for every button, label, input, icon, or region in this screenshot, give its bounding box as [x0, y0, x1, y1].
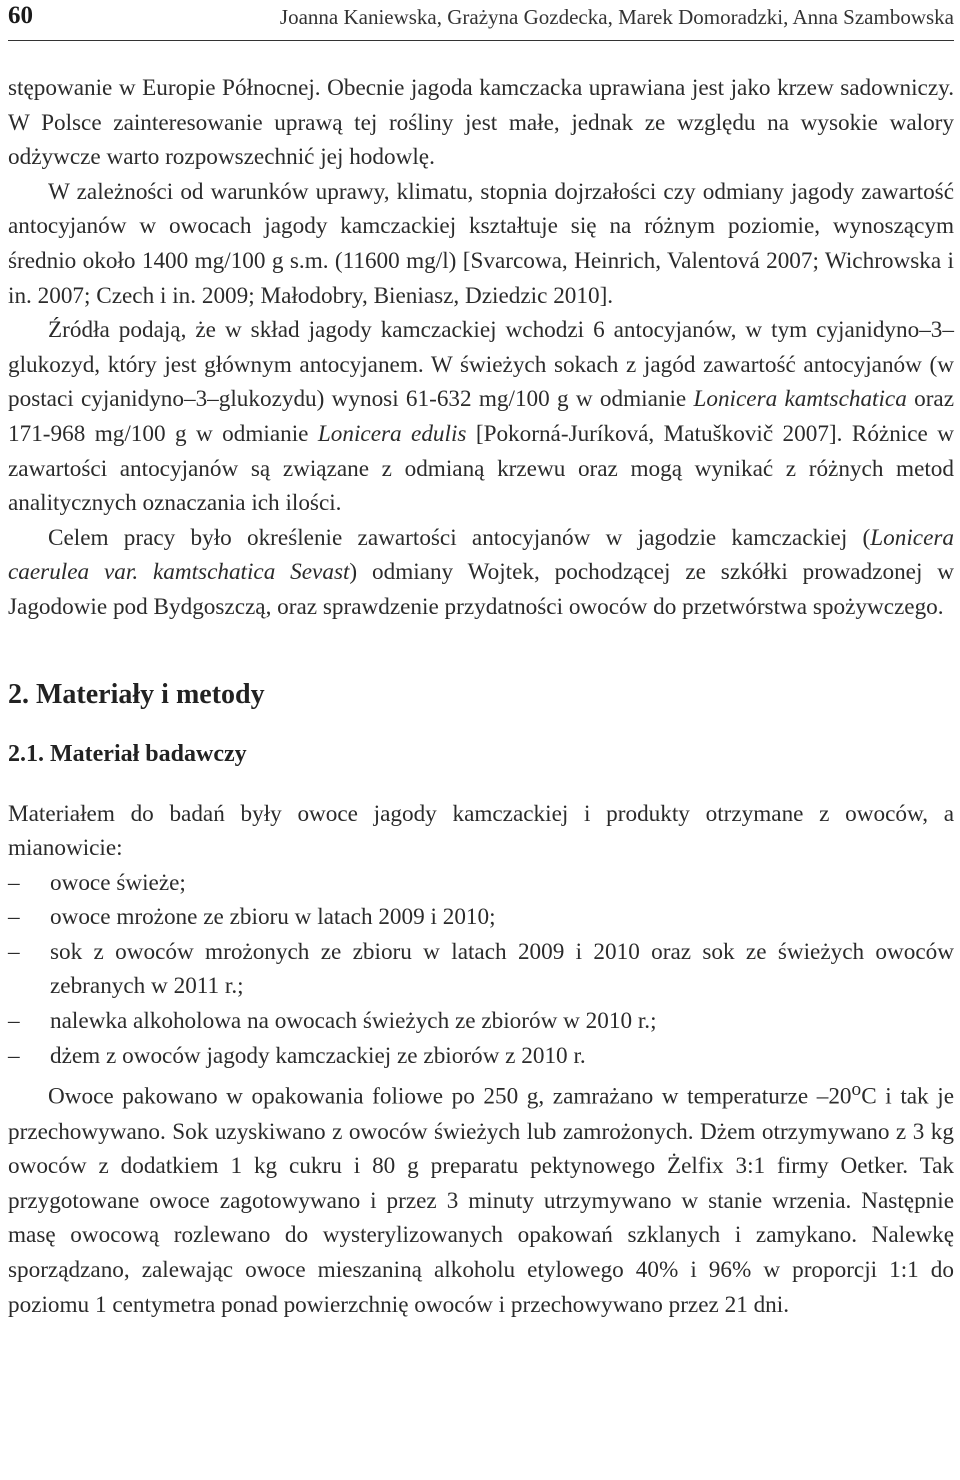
list-item: – owoce mrożone ze zbioru w latach 2009 i 2010; [8, 900, 954, 935]
text-run: C i tak je przechowywano. Sok uzyskiwano z owoców świeżych lub zamrożonych. Dżem otrzymywano z 3 kg owoców z dodatkiem 1 kg cukru i 80 g preparatu pektynowego Żelfix 3:1 firmy Oetker. Tak przygotowane owoce zagotowywano i przez 3 minuty utrzymywano w stanie wrzenia. Następnie masę owocową rozlewano do wysterylizowanych opakowań szklanych i zamykano. Nalewkę sporządzano, zalewając owoce mieszaniną alkoholu etylowego 40% i 96% w proporcji 1:1 do poziomu 1 centymetra ponad powierzchnię owoców i przechowywano przez 21 dni. [8, 1083, 954, 1318]
running-head-authors: Joanna Kaniewska, Grażyna Gozdecka, Marek Domoradzki, Anna Szambowska [279, 5, 954, 29]
text-run: Owoce pakowano w opakowania foliowe po 250 g, zamrażano w temperaturze –20 [48, 1083, 852, 1110]
paragraph-continued: stępowanie w Europie Północnej. Obecnie jagoda kamczacka uprawiana jest jako krzew sadowniczy. W Polsce zainteresowanie uprawą tej rośliny jest małe, jednak ze względu na wysokie walory odżywcze warto rozpowszechnić jej hodowlę. [8, 75, 954, 171]
paragraph-methods [8, 1073, 954, 1322]
species-name: Lonicera caerulea var. kamtschatica Sevast [8, 524, 954, 586]
page-body [8, 71, 954, 1322]
text-run: Celem pracy było określenie zawartości antocyjanów w jagodzie kamczackiej ( [48, 524, 871, 551]
materials-list [8, 866, 954, 1074]
spacer [8, 625, 954, 675]
degree-superscript: o [851, 1079, 862, 1101]
spacer [8, 715, 954, 737]
subsection-heading: 2.1. Materiał badawczy [8, 740, 247, 767]
spacer [8, 771, 954, 797]
list-item: – sok z owoców mrożonych ze zbioru w latach 2009 i 2010 oraz sok ze świeżych owoców zebranych w 2011 r.; [8, 935, 954, 1004]
species-name: Lonicera edulis [317, 420, 467, 447]
paragraph-aim [8, 521, 954, 625]
species-name: Lonicera kamtschatica [693, 386, 907, 413]
list-item: – nalewka alkoholowa na owocach świeżych ze zbiorów w 2010 r.; [8, 1004, 954, 1039]
paragraph-anthocyanin-content: W zależności od warunków uprawy, klimatu, stopnia dojrzałości czy odmiany jagody zawartość antocyjanów w owocach jagody kamczackiej kształtuje się na różnym poziomie, wynoszącym średnio około 1400 mg/100 g s.m. (11600 mg/l) [Svarcowa, Heinrich, Valentová 2007; Wichrowska i in. 2007; Czech i in. 2009; Małodobry, Bieniasz, Dziedzic 2010]. [8, 178, 954, 309]
paragraph-anthocyanin-sources [8, 313, 954, 521]
text-run: oraz 171-968 mg/100 g w odmianie [8, 386, 955, 447]
text-run: Źródła podają, że w skład jagody kamczackiej wchodzi 6 antocyjanów, w tym cyjanidyno–3–glukozyd, który jest głównym antocyjanem. W świeżych sokach z jagód zawartość antocyjanów (w postaci cyjanidyno–3–glukozydu) wynosi 61-632 mg/100 g w odmianie [8, 317, 954, 413]
list-item: – owoce świeże; [8, 866, 954, 901]
page-header [8, 0, 954, 41]
text-run: [Pokorná-Juríková, Matuškovič 2007]. Różnice w zawartości antocyjanów są związane z odmianą krzewu oraz mogą wynikać z różnych metod analitycznych oznaczania ich ilości. [8, 420, 954, 517]
text-run: ) odmiany Wojtek, pochodzącej ze szkółki prowadzonej w Jagodowie pod Bydgoszczą, oraz sprawdzenie przydatności owoców do przetwórstwa spożywczego. [8, 559, 954, 620]
list-item: – dżem z owoców jagody kamczackiej ze zbiorów z 2010 r. [8, 1039, 954, 1074]
section-heading: 2. Materiały i metody [8, 678, 265, 710]
paragraph-materials-lead: Materiałem do badań były owoce jagody kamczackiej i produkty otrzymane z owoców, a mianowicie: [8, 800, 954, 862]
page-number: 60 [8, 2, 33, 29]
